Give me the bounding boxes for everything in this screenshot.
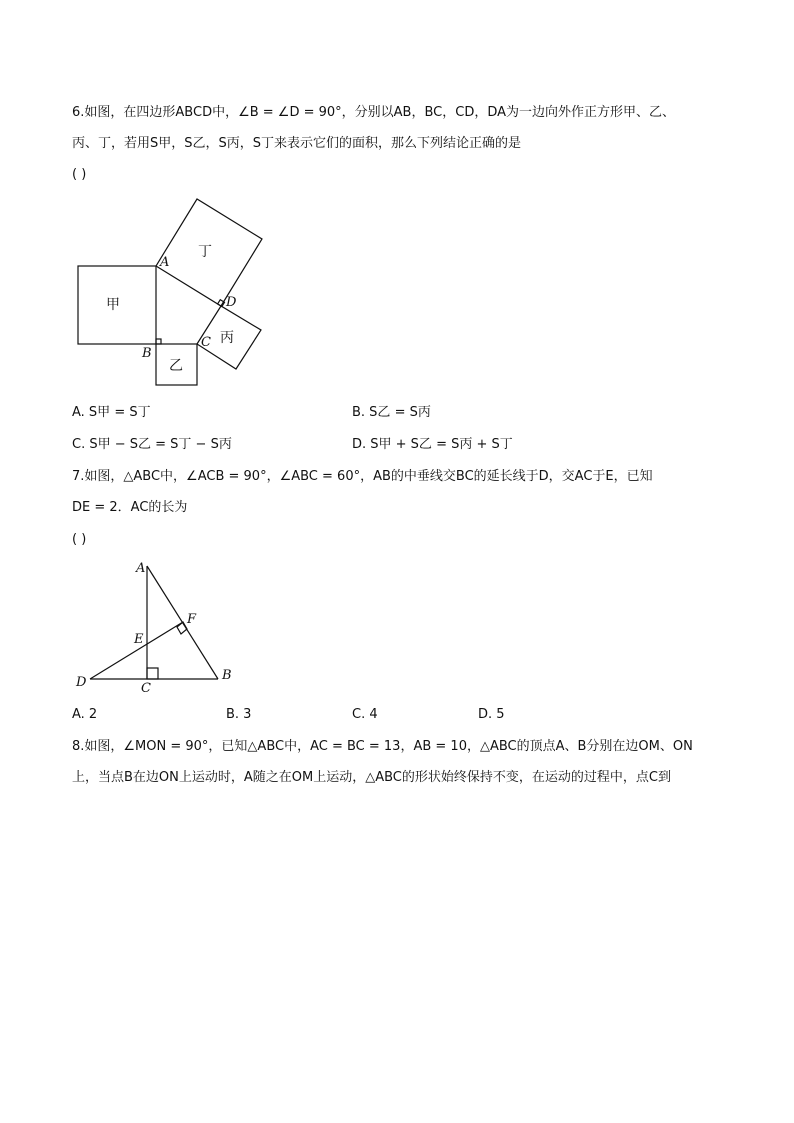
right-angle-mark-f <box>177 622 187 634</box>
label-d: D <box>76 675 87 690</box>
square-ding <box>156 199 262 306</box>
label-f: F <box>187 612 197 627</box>
q7-option-d[interactable]: D. 5 <box>478 707 505 722</box>
label-a: A <box>160 255 170 270</box>
right-angle-mark-d <box>218 300 225 307</box>
label-jia: 甲 <box>106 297 120 313</box>
q7-answer-paren: ( ) <box>72 532 87 547</box>
right-angle-mark-b <box>156 339 161 344</box>
q6-option-b[interactable]: B. S乙 = S丙 <box>352 405 431 420</box>
label-b: B <box>222 668 232 683</box>
segment-a-b <box>147 566 218 679</box>
q7-text-line1: 7.如图，△ABC中，∠ACB = 90°，∠ABC = 60°，AB的中垂线交BC的延长线于D，交AC于E，已知 <box>72 469 653 484</box>
square-yi <box>156 344 197 385</box>
label-ding: 丁 <box>198 244 212 260</box>
label-bing: 丙 <box>220 330 234 346</box>
q6-option-c[interactable]: C. S甲 − S乙 = S丁 − S丙 <box>72 437 232 452</box>
label-c: C <box>201 335 211 350</box>
label-yi: 乙 <box>169 358 183 374</box>
q7-text-line2: DE = 2．AC的长为 <box>72 500 188 515</box>
q7-option-c[interactable]: C. 4 <box>352 707 378 722</box>
square-jia <box>78 266 156 344</box>
q8-text-line2: 上，当点B在边ON上运动时，A随之在OM上运动，△ABC的形状始终保持不变，在运动的过程中，点C到 <box>72 770 671 785</box>
q8-text-line1: 8.如图，∠MON = 90°，已知△ABC中，AC = BC = 13，AB = 10，△ABC的顶点A、B分别在边OM、ON <box>72 739 693 754</box>
segment-d-f <box>90 622 183 679</box>
square-bing <box>197 306 261 369</box>
label-b: B <box>142 346 152 361</box>
label-a: A <box>136 561 146 576</box>
label-e: E <box>134 632 144 647</box>
q6-answer-paren: ( ) <box>72 167 87 182</box>
right-angle-mark-c <box>147 668 158 679</box>
q6-text-line1: 6.如图，在四边形ABCD中，∠B = ∠D = 90°，分别以AB，BC，CD，DA为一边向外作正方形甲、乙、 <box>72 105 676 120</box>
q7-option-b[interactable]: B. 3 <box>226 707 252 722</box>
label-c: C <box>141 681 151 696</box>
q7-option-a[interactable]: A. 2 <box>72 707 98 722</box>
q6-text-line2: 丙、丁，若用S甲，S乙，S丙，S丁来表示它们的面积，那么下列结论正确的是 <box>72 136 522 151</box>
q6-option-d[interactable]: D. S甲 + S乙 = S丙 + S丁 <box>352 437 513 452</box>
label-d: D <box>226 295 237 310</box>
q6-option-a[interactable]: A. S甲 = S丁 <box>72 405 151 420</box>
